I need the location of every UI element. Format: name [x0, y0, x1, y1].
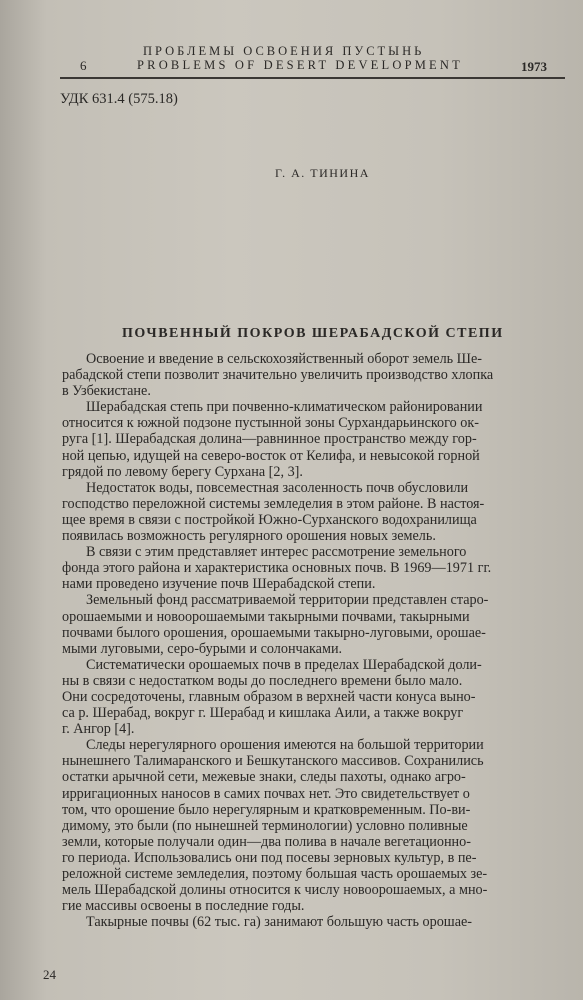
body-line: го периода. Использовались они под посевы зерновых культур, в пе- [62, 849, 477, 866]
body-line: ной цепью, идущей на северо-восток от Келифа, и невысокой горной [62, 447, 480, 464]
body-line: в Узбекистане. [62, 383, 151, 400]
article-author: Г. А. ТИНИНА [275, 166, 370, 180]
body-line: ны в связи с недостатком воды до последнего времени было мало. [62, 672, 463, 689]
body-line: щее время в связи с постройкой Южно-Сурханского водохранилища [62, 511, 477, 528]
article-body [62, 351, 572, 930]
running-header [0, 40, 583, 80]
header-page-number: 6 [80, 58, 87, 73]
body-line: появилась возможность регулярного орошения новых земель. [62, 528, 436, 545]
body-line: остатки арычной сети, межевые знаки, следы пахоты, однако агро- [62, 769, 466, 786]
article-title: ПОЧВЕННЫЙ ПОКРОВ ШЕРАБАДСКОЙ СТЕПИ [122, 326, 504, 341]
body-line: нынешнего Талимаранского и Бешкутанского массивов. Сохранились [62, 753, 484, 770]
body-line: димому, это были (по нынешней терминологии) условно поливные [62, 817, 468, 834]
body-line: том, что орошение было нерегулярным и кратковременным. По-ви- [62, 801, 471, 818]
udk-code: УДК 631.4 (575.18) [60, 91, 178, 107]
journal-title-en: PROBLEMS OF DESERT DEVELOPMENT [137, 58, 463, 72]
body-line: руга [1]. Шерабадская долина—равнинное пространство между гор- [62, 431, 477, 448]
body-line: Систематически орошаемых почв в пределах Шерабадской доли- [86, 656, 482, 673]
body-line: Такырные почвы (62 тыс. га) занимают большую часть орошае- [86, 914, 473, 931]
body-line: мыми луговыми, серо-бурыми и солончаками. [62, 640, 343, 657]
header-rule [60, 77, 565, 79]
body-line: нами проведено изучение почв Шерабадской степи. [62, 576, 376, 593]
body-line: В связи с этим представляет интерес рассмотрение земельного [86, 544, 467, 561]
body-line: мель Шерабадской долины относится к числу новоорошаемых, а мно- [62, 882, 488, 899]
body-line: относится к южной подзоне пустынной зоны Сурхандарьинского ок- [62, 415, 479, 432]
body-line: реложной системе земледелия, поэтому большая часть орошаемых зе- [62, 866, 488, 882]
body-line: Они сосредоточены, главным образом в верхней части конуса выно- [62, 688, 476, 705]
body-line: почвами былого орошения, орошаемыми такырно-луговыми, орошае- [62, 624, 486, 641]
footer-page-number: 24 [43, 967, 56, 982]
body-line: Недостаток воды, повсеместная засоленность почв обусловили [86, 479, 469, 496]
body-line: Земельный фонд рассматриваемой территории представлен старо- [86, 592, 489, 609]
body-line: господство переложной системы земледелия в этом районе. В настоя- [62, 495, 485, 512]
body-line: Освоение и введение в сельскохозяйственный оборот земель Ше- [86, 351, 483, 367]
body-line: рабадской степи позволит значительно увеличить производство хлопка [62, 367, 494, 384]
body-line: земли, которые получали один—два полива в начале вегетационно- [62, 833, 471, 850]
body-line: са р. Шерабад, вокруг г. Шерабад и кишлака Аили, а также вокруг [62, 705, 464, 722]
body-line: г. Ангор [4]. [62, 721, 135, 738]
body-line: гие массивы освоены в последние годы. [62, 898, 305, 915]
journal-title-ru: ПРОБЛЕМЫ ОСВОЕНИЯ ПУСТЫНЬ [143, 44, 425, 58]
body-line: Следы нерегулярного орошения имеются на большой территории [86, 737, 484, 754]
header-year: 1973 [521, 59, 547, 74]
body-line: фонда этого района и характеристика основных почв. В 1969—1971 гг. [62, 560, 492, 577]
body-line: ирригационных наносов в самих почвах нет. Это свидетельствует о [62, 785, 470, 802]
body-line: грядой по левому берегу Сурхана [2, 3]. [62, 463, 303, 480]
body-line: Шерабадская степь при почвенно-климатическом районировании [86, 399, 483, 416]
body-line: орошаемыми и новоорошаемыми такырными почвами, такырными [62, 608, 470, 625]
